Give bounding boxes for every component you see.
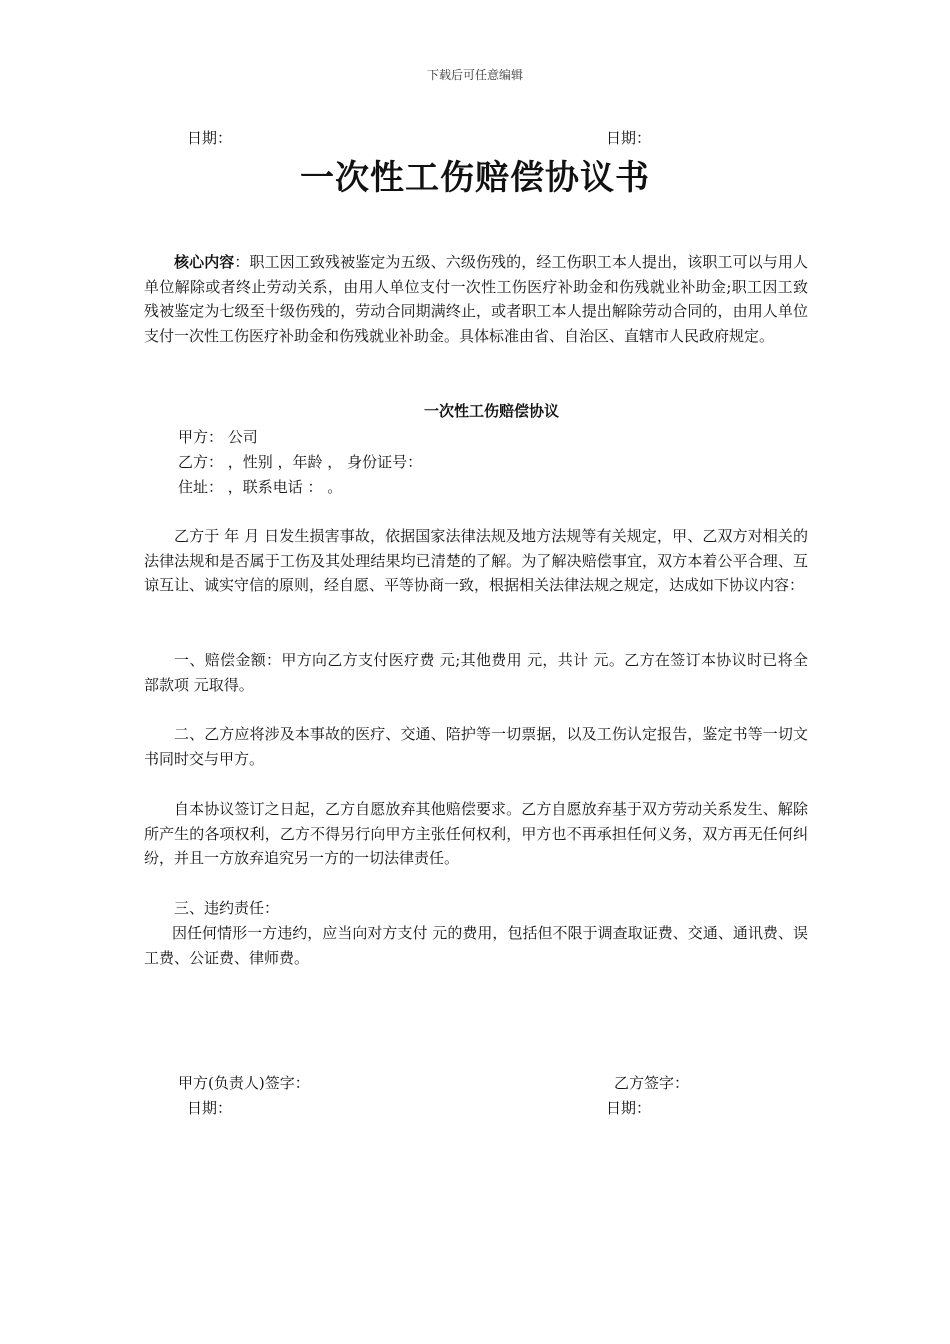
party-a-line: 甲方： 公司 xyxy=(178,428,258,446)
party-a-signature-label: 甲方(负责人)签字： xyxy=(178,1074,310,1092)
signature-date-right: 日期： xyxy=(606,1099,652,1117)
clause-3-title: 三、违约责任： xyxy=(174,899,280,917)
clause-2-paragraph: 二、乙方应将涉及本事故的医疗、交通、陪护等一切票据，以及工伤认定报告，鉴定书等一切文书同时交与甲方。 xyxy=(144,725,808,768)
intro-paragraph: 乙方于 年 月 日发生损害事故，依据国家法律法规及地方法规等有关规定，甲、乙双方对相关的法律法规和是否属于工伤及其处理结果均已清楚的了解。为了解决赔偿事宜，双方本着公平合理、互谅互让、诚实守信的原则，经自愿、平等协商一致，根据相关法律法规之规定，达成如下协议内容： xyxy=(144,527,808,594)
top-date-right: 日期： xyxy=(606,129,652,147)
core-content-paragraph xyxy=(144,250,808,348)
waiver-paragraph: 自本协议签订之日起，乙方自愿放弃其他赔偿要求。乙方自愿放弃基于双方劳动关系发生、解除所产生的各项权利，乙方不得另行向甲方主张任何权利，甲方也不再承担任何义务，双方再无任何纠纷，并且一方放弃追究另一方的一切法律责任。 xyxy=(144,800,808,867)
signature-date-left: 日期： xyxy=(187,1099,233,1117)
party-b-signature-label: 乙方签字： xyxy=(614,1074,690,1092)
header-note: 下载后可任意编辑 xyxy=(426,68,523,82)
agreement-title: 一次性工伤赔偿协议 xyxy=(423,402,559,420)
clause-1-paragraph: 一、赔偿金额：甲方向乙方支付医疗费 元;其他费用 元，共计 元。乙方在签订本协议时已将全部款项 元取得。 xyxy=(144,651,808,694)
clause-3-body: 因任何情形一方违约，应当向对方支付 元的费用，包括但不限于调查取证费、交通、通讯费、误工费、公证费、律师费。 xyxy=(144,924,808,967)
core-content-text: ：职工因工致残被鉴定为五级、六级伤残的，经工伤职工本人提出，该职工可以与用人单位解除或者终止劳动关系，由用人单位支付一次性工伤医疗补助金和伤残就业补助金;职工因工致残被鉴定为七级至十级伤残的，劳动合同期满终止，或者职工本人提出解除劳动合同的，由用人单位支付一次性工伤医疗补助金和伤残就业补助金。具体标准由省、自治区、直辖市人民政府规定。 xyxy=(144,253,808,345)
party-b-line: 乙方： ，性别 ，年龄 ， 身份证号： xyxy=(178,453,423,471)
document-title: 一次性工伤赔偿协议书 xyxy=(300,158,650,198)
core-content-label: 核心内容 xyxy=(174,253,235,271)
address-line: 住址： ，联系电话 ： 。 xyxy=(178,478,343,496)
top-date-left: 日期： xyxy=(187,129,233,147)
